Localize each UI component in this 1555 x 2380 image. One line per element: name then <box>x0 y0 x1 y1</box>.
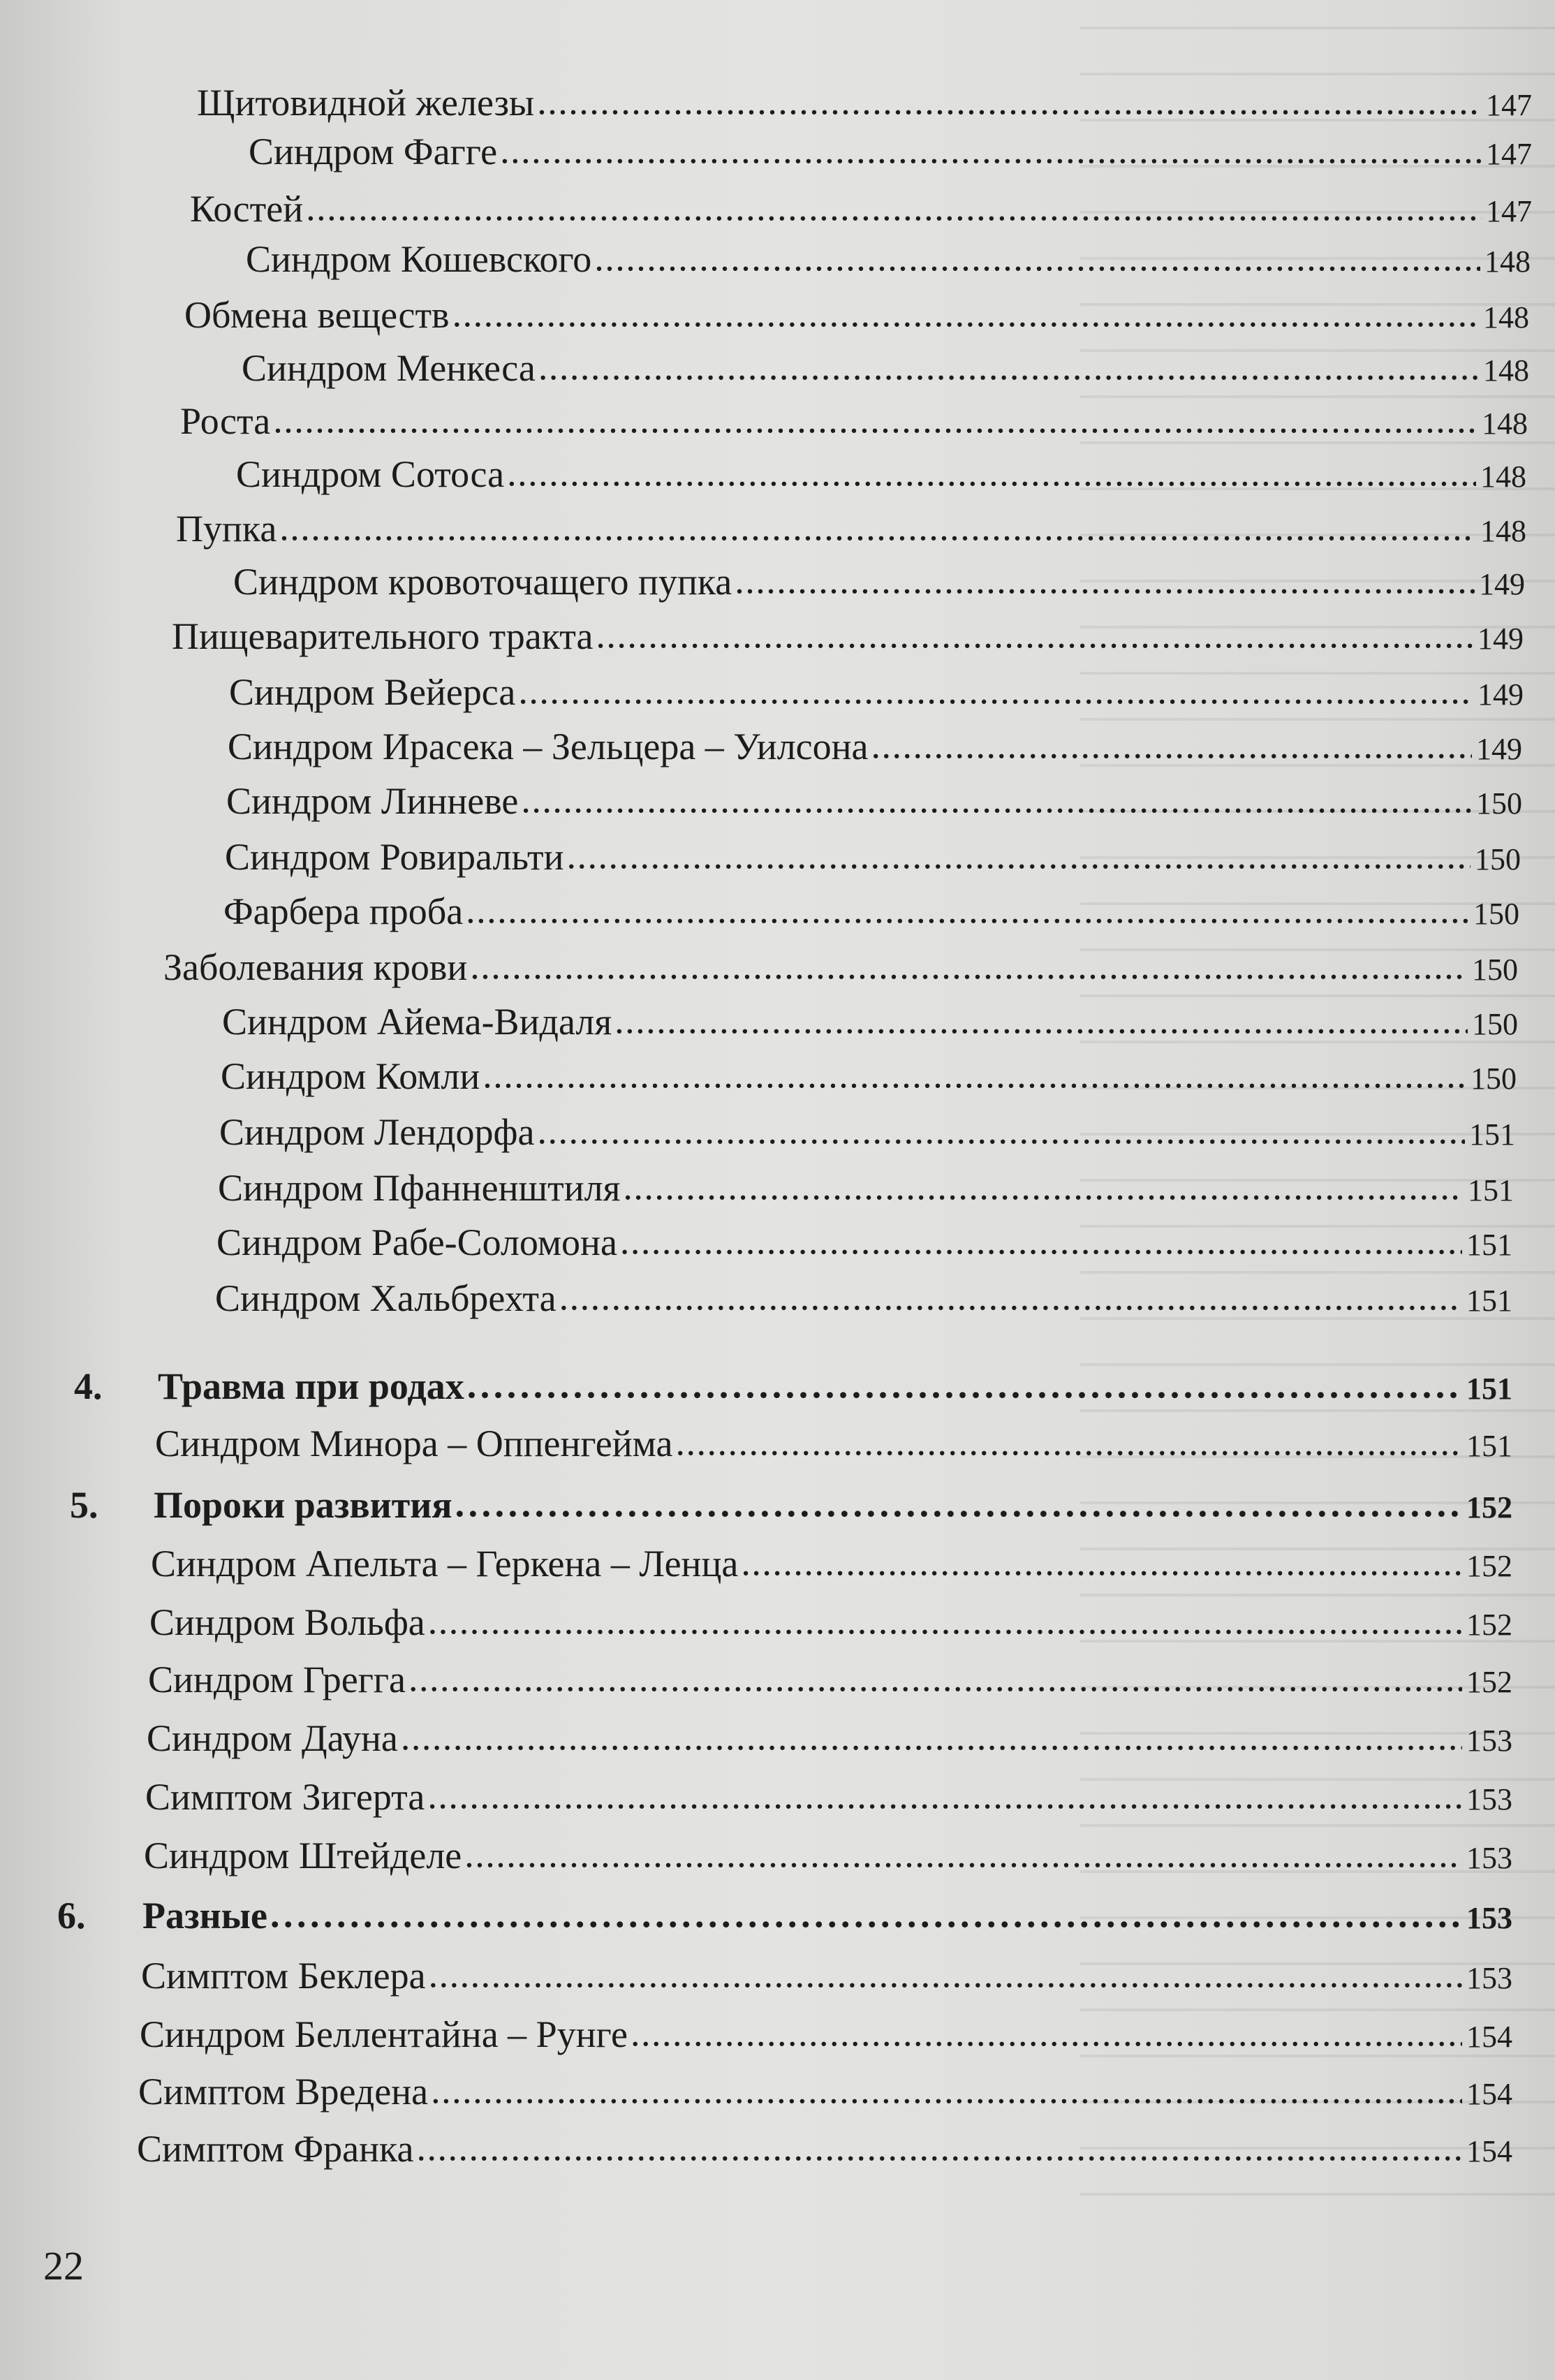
toc-dot-leader <box>675 1419 1462 1465</box>
toc-entry-label: Синдром Апельта – Геркена – Ленца <box>151 1543 739 1585</box>
toc-entry <box>141 1953 1512 2001</box>
toc-entry-label: Синдром Лендорфа <box>219 1111 535 1153</box>
toc-entry-label: Синдром Дауна <box>147 1717 398 1759</box>
toc-entry <box>138 2069 1512 2117</box>
toc-entry <box>223 888 1519 937</box>
toc-entry <box>236 451 1526 500</box>
toc-dot-leader <box>467 1362 1462 1408</box>
toc-entry-page: 150 <box>1472 1007 1518 1041</box>
toc-entry <box>147 1715 1512 1764</box>
toc-entry-page: 148 <box>1483 353 1529 388</box>
toc-entry <box>148 1657 1512 1705</box>
toc-entry-page: 148 <box>1480 514 1526 548</box>
toc-entry <box>218 1165 1514 1214</box>
page-number: 22 <box>43 2243 84 2289</box>
toc-dot-leader <box>521 777 1472 823</box>
toc-dot-leader <box>631 2010 1462 2056</box>
toc-entry-page: 154 <box>1466 2077 1512 2111</box>
toc-entry-label: Синдром Комли <box>221 1055 480 1097</box>
toc-dot-leader <box>566 832 1471 879</box>
toc-entry-label: Синдром Вейерса <box>229 671 516 713</box>
toc-dot-leader <box>735 557 1475 603</box>
toc-dot-leader <box>594 235 1480 281</box>
toc-section-heading <box>154 1482 1512 1531</box>
toc-entry <box>145 1774 1512 1823</box>
toc-entry-page: 153 <box>1466 1901 1512 1935</box>
toc-entry <box>163 944 1518 993</box>
toc-entry-page: 153 <box>1466 1724 1512 1758</box>
toc-dot-leader <box>455 1481 1462 1527</box>
toc-entry-label: Костей <box>190 188 304 230</box>
toc-entry-page: 148 <box>1482 406 1528 441</box>
toc-entry-label: Синдром Хальбрехта <box>215 1277 557 1319</box>
toc-dot-leader <box>507 450 1476 496</box>
toc-dot-leader <box>518 668 1473 714</box>
toc-entry <box>140 2011 1512 2060</box>
toc-section-heading <box>142 1893 1512 1941</box>
toc-dot-leader <box>538 344 1479 390</box>
toc-entry <box>184 292 1529 341</box>
toc-entry-page: 151 <box>1466 1372 1512 1406</box>
toc-entry <box>190 186 1532 235</box>
toc-entry-page: 150 <box>1476 786 1522 821</box>
toc-entry-label: Синдром Фагге <box>249 131 498 172</box>
toc-entry-page: 149 <box>1477 622 1524 656</box>
toc-entry-page: 152 <box>1466 1665 1512 1699</box>
toc-entry-page: 154 <box>1466 2134 1512 2168</box>
toc-dot-leader <box>470 943 1468 989</box>
toc-entry-page: 151 <box>1469 1117 1515 1152</box>
toc-entry-label: Синдром Линневе <box>226 780 519 822</box>
toc-dot-leader <box>559 1274 1462 1320</box>
toc-dot-leader <box>427 1772 1462 1819</box>
toc-dot-leader <box>537 78 1482 124</box>
toc-entry-page: 149 <box>1479 567 1525 601</box>
toc-dot-leader <box>408 1655 1462 1701</box>
toc-dot-leader <box>538 1108 1466 1154</box>
toc-entry-page: 147 <box>1486 137 1532 171</box>
toc-entry <box>246 236 1531 285</box>
toc-entry-page: 150 <box>1475 842 1521 876</box>
toc-entry <box>144 1832 1512 1881</box>
toc-entry-page: 151 <box>1468 1173 1514 1207</box>
toc-entry-page: 150 <box>1472 953 1518 987</box>
toc-dot-leader <box>466 887 1469 933</box>
toc-entry <box>228 723 1522 772</box>
toc-entry-page: 148 <box>1483 300 1529 335</box>
toc-entry-label: Синдром Сотоса <box>236 453 505 495</box>
toc-entry-label: Синдром кровоточащего пупка <box>233 561 732 603</box>
toc-entry-page: 148 <box>1484 244 1531 279</box>
toc-entry-page: 154 <box>1466 2020 1512 2054</box>
toc-entry-label: Пищеварительного тракта <box>172 615 594 657</box>
toc-dot-leader <box>464 1831 1462 1877</box>
toc-entry-page: 147 <box>1486 88 1532 122</box>
toc-dot-leader <box>429 1951 1462 1997</box>
toc-entry-page: 150 <box>1473 897 1519 931</box>
toc-entry <box>155 1420 1512 1469</box>
toc-entry <box>176 506 1526 554</box>
toc-dot-leader <box>452 291 1479 337</box>
toc-entry <box>137 2126 1512 2175</box>
toc-dot-leader <box>428 1598 1462 1644</box>
toc-entry-label: Синдром Рабе-Соломона <box>216 1221 617 1263</box>
toc-entry-label: Синдром Вольфа <box>149 1601 425 1643</box>
toc-entry-label: Синдром Пфанненштиля <box>218 1167 621 1209</box>
toc-entry-page: 153 <box>1466 1961 1512 1995</box>
toc-entry-label: Синдром Минора – Оппенгейма <box>155 1423 673 1464</box>
toc-entry-page: 147 <box>1486 194 1532 228</box>
toc-entry-label: Синдром Менкеса <box>242 347 536 389</box>
toc-entry-label: Пороки развития <box>154 1484 452 1526</box>
toc-entry <box>222 999 1518 1048</box>
toc-entry-label: Синдром Ирасека – Зельцера – Уилсона <box>228 726 869 767</box>
toc-entry-label: Обмена веществ <box>184 294 450 336</box>
toc-entry <box>219 1109 1515 1158</box>
toc-entry-label: Фарбера проба <box>223 890 464 932</box>
toc-entry-label: Синдром Грегга <box>148 1659 406 1700</box>
toc-dot-leader <box>741 1539 1462 1585</box>
toc-entry-page: 148 <box>1480 460 1526 494</box>
toc-dot-leader <box>306 184 1482 230</box>
toc-entry-page: 151 <box>1466 1429 1512 1463</box>
toc-entry-label: Симптом Вредена <box>138 2071 429 2113</box>
toc-entry-page: 153 <box>1466 1782 1512 1816</box>
toc-entry-page: 152 <box>1466 1490 1512 1525</box>
toc-entry <box>233 559 1525 608</box>
toc-dot-leader <box>871 722 1472 768</box>
toc-dot-leader <box>614 997 1468 1043</box>
toc-entry-label: Синдром Айема-Видаля <box>222 1001 612 1043</box>
toc-dot-leader <box>482 1052 1466 1098</box>
toc-dot-leader <box>500 127 1482 173</box>
toc-entry-label: Симптом Зигерта <box>145 1776 425 1818</box>
toc-entry-page: 150 <box>1471 1062 1517 1096</box>
toc-entry <box>216 1219 1512 1268</box>
toc-entry-label: Синдром Беллентайна – Рунге <box>140 2013 628 2055</box>
toc-entry <box>149 1599 1512 1648</box>
toc-dot-leader <box>431 2067 1462 2113</box>
toc-entry-label: Синдром Ровиральти <box>225 836 564 878</box>
section-number: 5. <box>70 1484 98 1526</box>
toc-dot-leader <box>401 1714 1462 1760</box>
toc-dot-leader <box>416 2124 1462 2170</box>
toc-entry-label: Пупка <box>176 508 277 550</box>
toc-entry <box>180 398 1528 447</box>
toc-entry-label: Симптом Беклера <box>141 1955 426 1997</box>
toc-entry <box>197 80 1532 128</box>
toc-dot-leader <box>623 1163 1464 1210</box>
toc-dot-leader <box>273 397 1477 443</box>
toc-entry-label: Травма при родах <box>158 1365 464 1407</box>
toc-entry-page: 151 <box>1466 1228 1512 1262</box>
section-number: 4. <box>74 1365 103 1407</box>
toc-entry <box>225 834 1521 883</box>
toc-entry <box>151 1541 1512 1589</box>
toc-entry <box>221 1053 1517 1102</box>
toc-entry-label: Разные <box>142 1895 267 1937</box>
toc-section-heading <box>158 1363 1512 1412</box>
toc-entry-page: 151 <box>1466 1284 1512 1318</box>
toc-entry-page: 152 <box>1466 1608 1512 1642</box>
toc-dot-leader <box>279 504 1476 550</box>
section-number: 6. <box>57 1895 86 1937</box>
toc-entry-label: Заболевания крови <box>163 946 468 988</box>
toc-entry-label: Симптом Франка <box>137 2128 414 2170</box>
toc-entry <box>242 345 1529 394</box>
toc-entry <box>172 613 1524 662</box>
toc-entry-label: Щитовидной железы <box>197 82 535 124</box>
toc-entry-label: Роста <box>180 400 271 442</box>
toc-entry-page: 149 <box>1476 732 1522 766</box>
toc-entry-page: 149 <box>1477 677 1524 712</box>
toc-entry <box>249 128 1532 177</box>
toc-entry <box>229 669 1524 718</box>
toc-entry-label: Синдром Штейделе <box>144 1835 462 1876</box>
toc-entry <box>215 1275 1512 1324</box>
toc-entry-label: Синдром Кошевского <box>246 238 592 280</box>
toc-entry <box>226 778 1522 827</box>
toc-dot-leader <box>596 612 1473 658</box>
toc-dot-leader <box>270 1891 1462 1937</box>
toc-entry-page: 152 <box>1466 1549 1512 1583</box>
toc-dot-leader <box>620 1218 1462 1264</box>
toc-entry-page: 153 <box>1466 1841 1512 1875</box>
